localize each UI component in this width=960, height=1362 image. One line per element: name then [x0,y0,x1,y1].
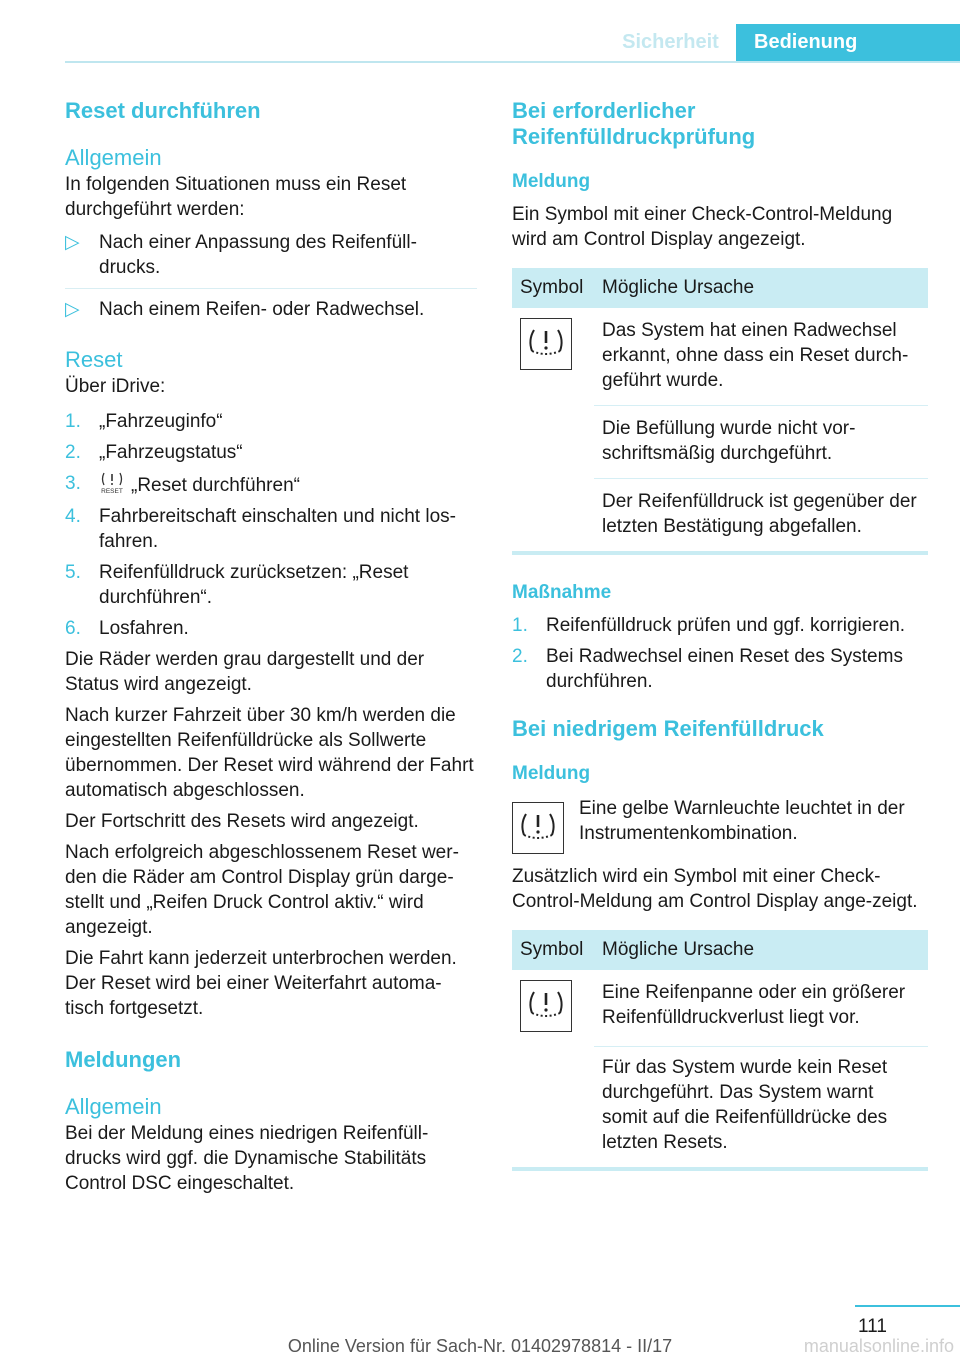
list-item: 1. „Fahrzeuginfo“ [65,411,223,432]
tire-pressure-warning-icon [520,318,572,370]
right-column [512,98,928,1171]
cause-cell: Der Reifenfülldruck ist gegenüber der letzten Bestätigung abgefallen. [602,491,917,537]
tire-reset-icon [99,471,125,495]
heading-massnahme: Maßnahme [512,582,612,603]
table-row [512,970,928,1047]
heading-meldung: Meldung [512,763,591,784]
svg-text:RESET: RESET [101,488,123,495]
watermark: manualsonline.info [803,1336,954,1356]
cause-cell: Die Befüllung wurde nicht vor-schriftsmäßig durchgeführt. [594,406,928,479]
header-tabs [605,24,960,61]
column-header-cause: Mögliche Ursache [594,268,928,308]
symbol-table [512,268,928,551]
list-item: 5. Reifenfülldruck zurücksetzen: „Reset durchführen“. [65,562,409,608]
heading-niedrigem-reifenfuelldruck: Bei niedrigem Reifenfülldruck [512,716,824,741]
heading-reset-durchfuehren: Reset durchführen [65,98,261,123]
page-number: 111 [858,1316,887,1337]
column-header-cause: Mögliche Ursache [594,930,928,970]
paragraph: Die Räder werden grau dargestellt und der Status wird angezeigt. [65,649,425,695]
paragraph: Der Fortschritt des Resets wird angezeigt. [65,811,419,832]
list-item: ▷ Nach einer Anpassung des Reifenfüll-drucks. [65,232,417,278]
list-item: ▷ Nach einem Reifen- oder Radwechsel. [65,288,477,322]
heading-allgemein: Allgemein [65,145,162,170]
table-row [512,308,928,406]
table-bottom-rule [512,1167,928,1171]
symbol-table [512,930,928,1167]
warning-light-block [512,796,928,854]
left-column [65,98,477,1196]
paragraph: Nach erfolgreich abgeschlossenem Reset wer-den die Räder am Control Display grün darge-stellt und „Reifen Druck Control aktiv.“ wird angezeigt. [65,842,459,938]
paragraph: Ein Symbol mit einer Check-Control-Meldung wird am Control Display angezeigt. [512,204,893,250]
heading-reset: Reset [65,347,123,372]
paragraph-idrive: Über iDrive: [65,376,166,397]
tab-bedienung[interactable]: Bedienung [736,24,960,61]
cause-cell: Eine Reifenpanne oder ein größerer Reifenfülldruckverlust liegt vor. [594,970,928,1047]
list-item: 2. „Fahrzeugstatus“ [65,442,243,463]
tab-sicherheit[interactable]: Sicherheit [622,31,719,53]
paragraph-situations: In folgenden Situationen muss ein Reset durchgeführt werden: [65,174,407,220]
list-item: 2. Bei Radwechsel einen Reset des Systems durchführen. [512,646,903,692]
footer-divider [855,1305,960,1307]
list-item: 4. Fahrbereitschaft einschalten und nicht los-fahren. [65,506,456,552]
cause-cell: Für das System wurde kein Reset durchgeführt. Das System warnt somit auf die Reifenfülldrücke des letzten Resets. [602,1057,888,1153]
paragraph: Die Fahrt kann jederzeit unterbrochen werden. Der Reset wird bei einer Weiterfahrt automa-tisch fortgesetzt. [65,948,457,1019]
column-header-symbol: Symbol [512,268,594,308]
footer-note: Online Version für Sach-Nr. 01402978814 - II/17 [287,1336,673,1356]
heading-meldungen: Meldungen [65,1047,182,1072]
bullet-list [65,230,477,322]
heading-allgemein: Allgemein [65,1094,162,1119]
triangle-bullet-icon: ▷ [65,232,80,253]
list-item: 6. Losfahren. [65,618,189,639]
tire-pressure-warning-icon [520,980,572,1032]
heading-reifenfuelldruckpruefung: Bei erforderlicher Reifenfülldruckprüfung [512,98,756,149]
header-divider [65,61,960,63]
column-header-symbol: Symbol [512,930,594,970]
paragraph: Bei der Meldung eines niedrigen Reifenfüll-drucks wird ggf. die Dynamische Stabilitäts Control DSC eingeschaltet. [65,1123,429,1194]
triangle-bullet-icon: ▷ [65,299,80,320]
massnahme-list [512,613,928,694]
cause-cell: Das System hat einen Radwechsel erkannt, ohne dass ein Reset durch-geführt wurde. [594,308,928,406]
heading-meldung: Meldung [512,171,591,192]
paragraph: Nach kurzer Fahrzeit über 30 km/h werden die eingestellten Reifenfülldrücke als Sollwerte übernommen. Der Reset wird während der Fahrt automatisch abgeschlossen. [65,705,474,801]
paragraph: Zusätzlich wird ein Symbol mit einer Check-Control-Meldung am Control Display ange-zeigt. [512,866,918,912]
steps-list [65,409,477,641]
list-item: 1. Reifenfülldruck prüfen und ggf. korrigieren. [512,615,906,636]
paragraph-warn: Eine gelbe Warnleuchte leuchtet in der Instrumentenkombination. [579,798,905,844]
tire-pressure-warning-icon [512,802,564,854]
list-item: 3. RESET „Reset durchführen“ [65,473,300,496]
